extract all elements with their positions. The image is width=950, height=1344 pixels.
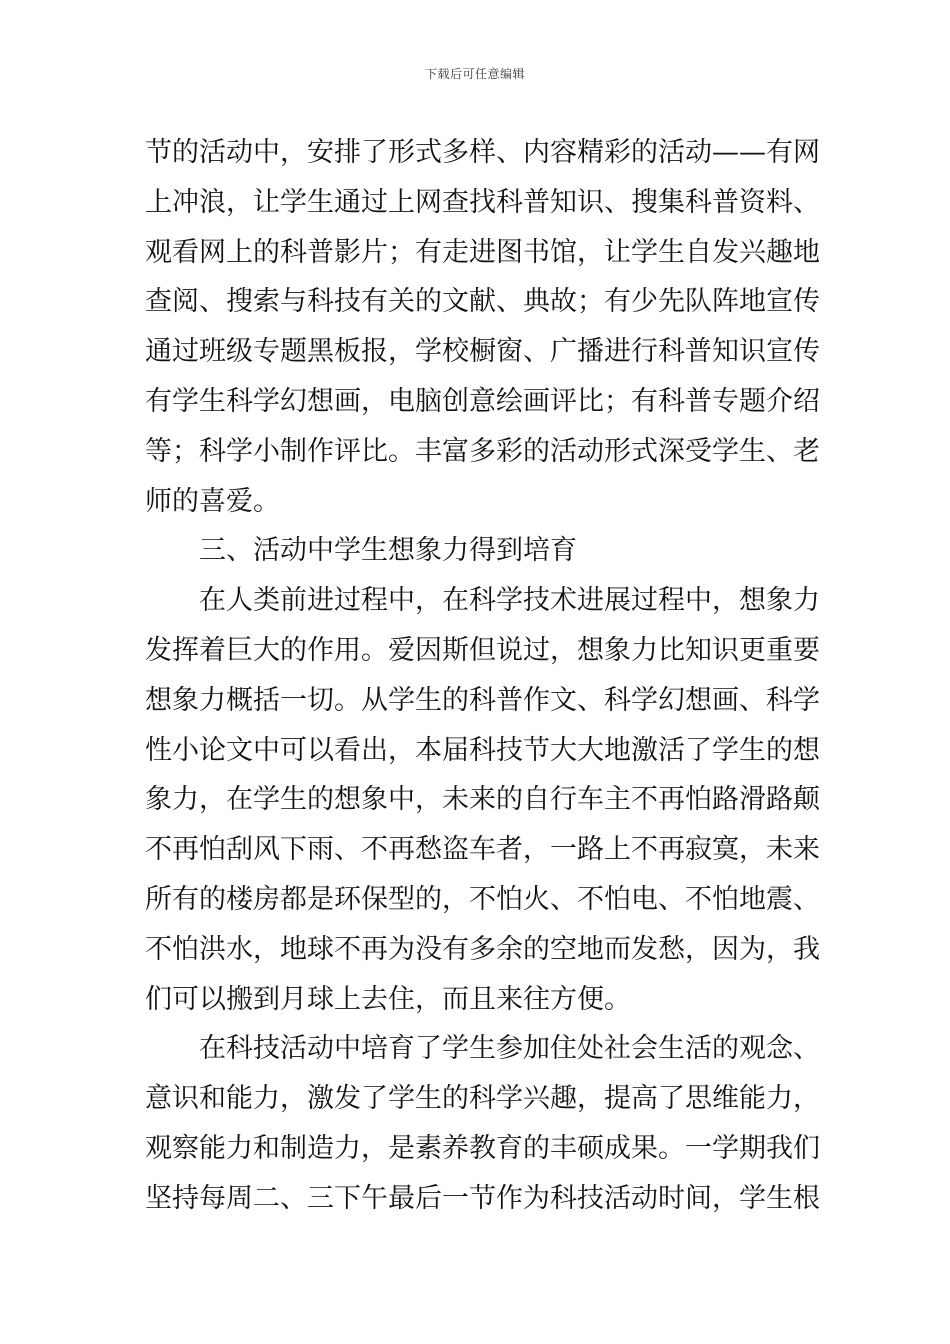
text-line: 性小论文中可以看出，本届科技节大大地激活了学生的想 — [145, 734, 820, 766]
text-line: 师的喜爱。 — [145, 485, 280, 517]
text-line: 观察能力和制造力，是素养教育的丰硕成果。一学期我们 — [145, 1132, 820, 1164]
page-header: 下载后可任意编辑 — [424, 67, 525, 81]
text-line: 象力，在学生的想象中，未来的自行车主不再怕路滑路颠 — [145, 784, 820, 816]
text-line: 不怕洪水，地球不再为没有多余的空地而发愁，因为，我 — [145, 933, 820, 965]
text-line: 意识和能力，激发了学生的科学兴趣，提高了思维能力， — [145, 1083, 820, 1115]
text-line: 发挥着巨大的作用。爱因斯但说过，想象力比知识更重要 — [145, 634, 820, 666]
text-line: 上冲浪，让学生通过上网查找科普知识、搜集科普资料、 — [145, 186, 820, 218]
text-line: 在科技活动中培育了学生参加住处社会生活的观念、 — [199, 1033, 820, 1065]
text-line: 等；科学小制作评比。丰富多彩的活动形式深受学生、老 — [145, 435, 820, 467]
text-line: 所有的楼房都是环保型的，不怕火、不怕电、不怕地震、 — [145, 883, 820, 915]
text-line: 有学生科学幻想画，电脑创意绘画评比；有科普专题介绍 — [145, 385, 820, 417]
text-line: 通过班级专题黑板报，学校橱窗、广播进行科普知识宣传 — [145, 336, 820, 368]
text-line: 坚持每周二、三下午最后一节作为科技活动时间，学生根 — [145, 1182, 820, 1214]
document-body — [145, 128, 820, 1224]
text-line: 观看网上的科普影片；有走进图书馆，让学生自发兴趣地 — [145, 236, 820, 268]
text-line: 在人类前进过程中，在科学技术进展过程中，想象力 — [199, 585, 820, 617]
text-line: 们可以搬到月球上去住，而且来往方便。 — [145, 983, 631, 1015]
text-line: 不再怕刮风下雨、不再愁盗车者，一路上不再寂寞，未来 — [145, 834, 820, 866]
text-line: 节的活动中，安排了形式多样、内容精彩的活动——有网 — [145, 137, 820, 168]
section-heading: 三、活动中学生想象力得到培育 — [199, 535, 577, 567]
text-line: 查阅、搜索与科技有关的文献、典故；有少先队阵地宣传 — [145, 286, 820, 318]
text-line: 想象力概括一切。从学生的科普作文、科学幻想画、科学 — [145, 684, 820, 716]
